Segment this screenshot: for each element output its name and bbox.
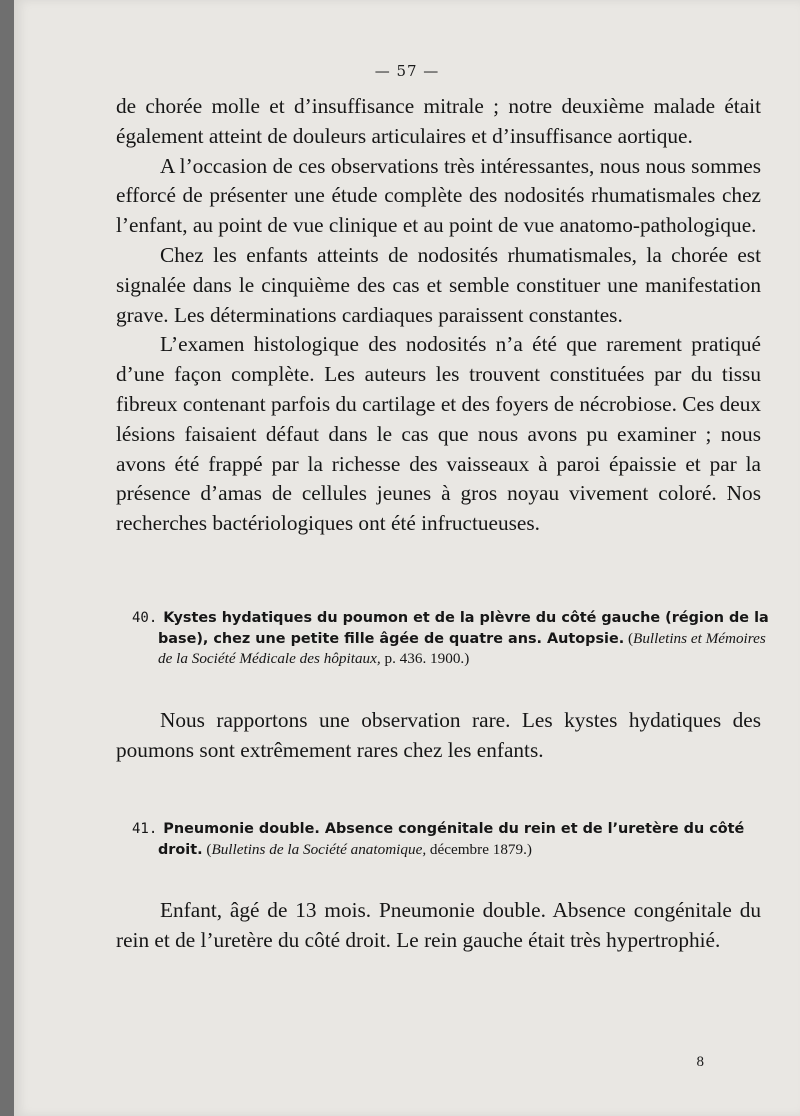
source-details: décembre 1879.): [426, 840, 532, 858]
observation-40-heading: [132, 608, 777, 670]
observation-title: Pneumonie double. Absence congénitale du rein et de l’uretère du côté droit.: [158, 821, 745, 858]
source-journal: Bulletins et Mémoires de la Société Médicale des hôpitaux,: [158, 629, 766, 667]
source-journal: Bulletins de la Société anatomique,: [211, 840, 427, 858]
paragraph: Nous rapportons une observation rare. Les kystes hydatiques des poumons sont extrêmement rares chez les enfants.: [116, 708, 761, 762]
main-text-block: [116, 92, 761, 539]
paragraph: Chez les enfants atteints de nodosités rhumatismales, la chorée est signalée dans le cinquième des cas et semble constituer une manifestation grave. Les déterminations cardiaques paraissent constantes.: [116, 242, 761, 327]
paragraph-continuation: de chorée molle et d’insuffisance mitrale ; notre deuxième malade était également atteint de douleurs articulaires et d’insuffisance aortique.: [116, 94, 761, 148]
observation-41-heading: [132, 819, 777, 860]
document-page: [14, 0, 800, 1116]
page-number: — 57 —: [374, 62, 440, 80]
observation-40-text: [116, 706, 761, 766]
signature-mark: 8: [696, 1054, 704, 1070]
observation-title: Kystes hydatiques du poumon et de la plèvre du côté gauche (région de la base), chez une petite fille âgée de quatre ans. Autopsie.: [158, 610, 769, 647]
source-open: (: [624, 629, 634, 647]
observation-number: 41.: [132, 821, 158, 837]
observation-entry: [132, 819, 777, 860]
observation-entry: [132, 608, 777, 670]
paragraph: Enfant, âgé de 13 mois. Pneumonie double. Absence congénitale du rein et de l’uretère du côté droit. Le rein gauche était très hypertrophié.: [116, 898, 761, 952]
source-open: (: [202, 840, 212, 858]
paragraph: L’examen histologique des nodosités n’a été que rarement pratiqué d’une façon complète. Les auteurs les trouvent constituées par du tissu fibreux contenant parfois du cartilage et des foyers de nécrobiose. Ces deux lésions faisaient défaut dans le cas que nous avons pu examiner ; nous avons été frappé par la richesse des vaisseaux à paroi épaissie et par la présence d’amas de cellules jeunes à gros noyau vivement coloré. Nos recherches bactériologiques ont été infructueuses.: [116, 332, 761, 536]
source-details: p. 436. 1900.): [380, 650, 470, 667]
observation-41-text: [116, 896, 761, 956]
observation-number: 40.: [132, 610, 158, 626]
paragraph: A l’occasion de ces observations très intéressantes, nous nous sommes efforcé de présenter une étude complète des nodosités rhumatismales chez l’enfant, au point de vue clinique et au point de vue anatomo-pathologique.: [116, 153, 761, 238]
